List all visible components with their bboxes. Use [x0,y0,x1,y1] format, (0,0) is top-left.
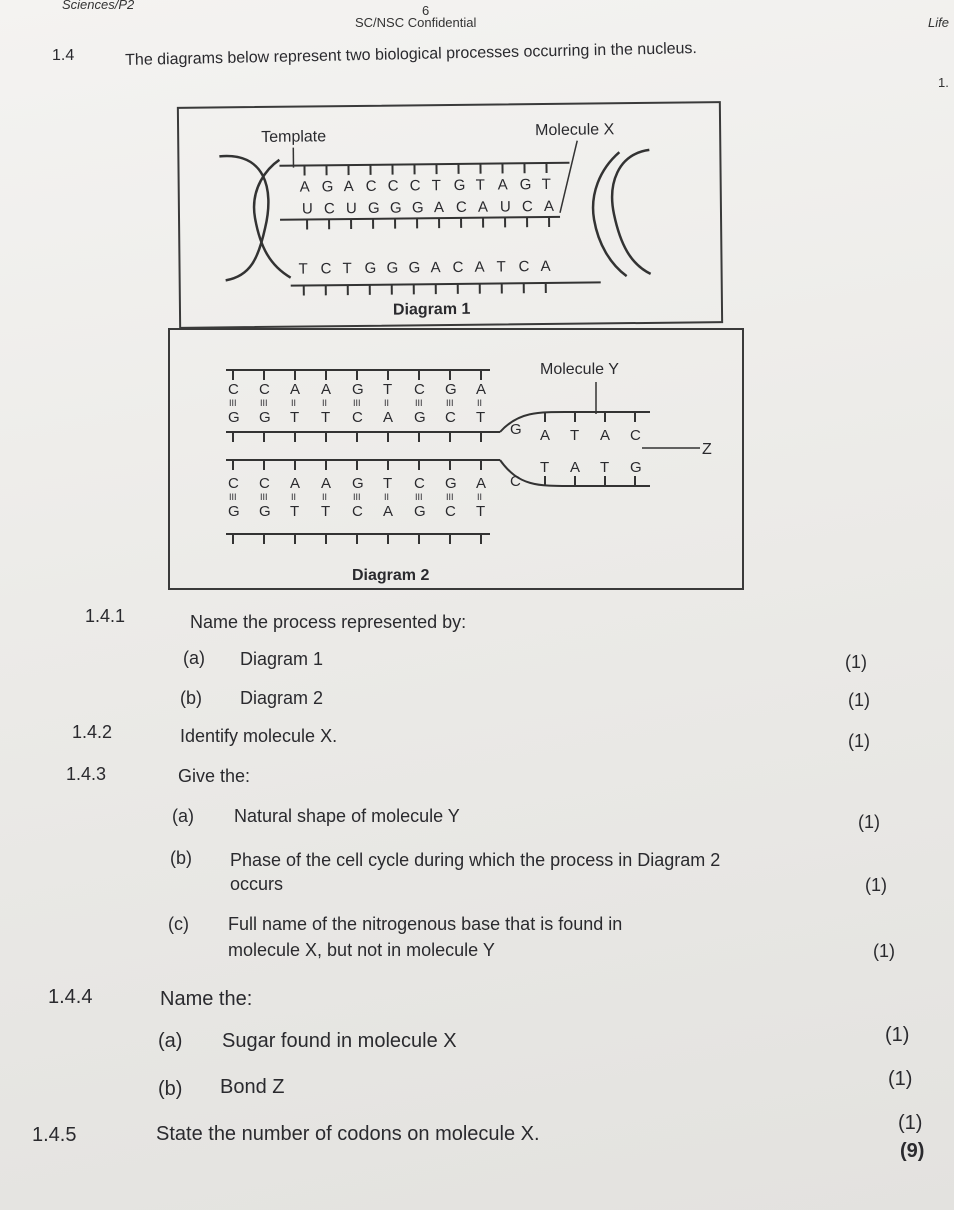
diagram-2-caption: Diagram 2 [352,567,430,584]
mrna-base: C [521,198,533,216]
upper-top-base: C [414,381,425,398]
mrna-base: U [345,199,357,218]
fork-top-base: C [630,427,641,444]
mark-allocation: (1) [888,1068,913,1090]
mrna-base: A [433,199,445,217]
question-text: Phase of the cell cycle during which the process in Diagram 2 [230,850,721,870]
mark-allocation: (1) [865,875,887,895]
bottom-base: C [518,258,530,276]
lower-hbond: II [477,492,483,502]
mark-allocation: (1) [898,1112,923,1134]
bottom-base: T [342,260,352,278]
lower-top-base: A [321,475,332,492]
template-top-base: G [519,176,532,194]
bottom-base: G [364,259,377,277]
template-top-base: C [365,177,377,195]
fork-lower-end-base: C [510,473,521,490]
question-text: Diagram 2 [240,688,324,708]
lower-bottom-base: T [321,503,331,520]
fork-top-base: A [540,427,551,444]
mrna-bases [302,198,554,230]
lower-top-base: C [414,475,425,492]
mrna-base: A [477,198,489,216]
mrna-base: U [499,198,511,216]
bottom-base: G [408,259,421,277]
diagram-1-box [177,101,723,329]
lower-hbond: II [384,492,390,502]
diagram-1-caption: Diagram 1 [392,300,471,319]
fork-upper-end-base: G [510,421,522,438]
upper-hbond: III [353,398,361,408]
fork-top-base: T [570,427,580,444]
lower-hbond: III [260,492,268,502]
header-subject: Sciences/P2 [62,0,135,12]
upper-top-base: G [445,381,457,398]
question-text: Name the: [160,988,253,1010]
upper-top-base: A [321,381,332,398]
lower-hbond: II [291,492,297,502]
lower-hbond: II [322,492,328,502]
question-text: Sugar found in molecule X [222,1030,457,1052]
mrna-base: G [411,199,424,217]
mark-allocation: (1) [845,652,867,672]
bottom-base: A [430,259,441,277]
template-top-base: G [453,176,466,194]
intro-text: The diagrams below represent two biological processes occurring in the nucleus. [125,40,698,69]
upper-top-base: A [290,381,301,398]
top-strand-bases [299,163,550,196]
lower-hbond: III [446,492,454,502]
template-top-base: G [321,178,334,196]
top-strand-backbone [279,163,569,166]
upper-hbond: II [322,398,328,408]
question-text: State the number of codons on molecule X. [156,1123,540,1145]
upper-bottom-base: C [445,409,456,426]
question-number: 1.4.5 [32,1124,77,1146]
fork-new-bases [540,412,642,486]
template-top-base: T [541,175,551,194]
upper-hbond: III [415,398,423,408]
molecule-y-label: Molecule Y [540,361,619,378]
molecule-x-label: Molecule X [535,121,615,140]
bottom-base: C [452,258,464,276]
molecule-x-pointer [559,141,578,213]
upper-top-base: G [352,381,364,398]
lower-bottom-base: A [383,503,394,520]
template-top-base: A [343,178,354,196]
lower-top-base: A [290,475,301,492]
mrna-backbone [280,217,560,220]
question-text: Name the process represented by: [190,612,467,632]
question-text: Give the: [178,766,251,786]
lower-bottom-base: T [290,503,300,520]
template-top-base: C [387,177,399,195]
lower-top-base: G [352,475,364,492]
lower-hbond: III [229,492,237,502]
lower-top-base: C [228,475,239,492]
bottom-base: T [298,260,308,278]
mrna-base: G [367,199,380,217]
mrna-base: A [543,197,555,216]
bottom-base: T [496,258,506,276]
question-text: Identify molecule X. [180,726,338,746]
sub-question-letter: (c) [168,914,189,934]
lower-bottom-base: G [259,503,271,520]
diagram-2-box [168,328,744,590]
question-number: 1.4.4 [48,986,93,1008]
question-number-1-4: 1.4 [52,47,75,64]
question-text: Full name of the nitrogenous base that is found in [228,914,623,934]
right-helix-curve [592,152,626,276]
page-number: 6 [422,3,430,18]
upper-bottom-base: C [352,409,363,426]
question-number: 1.4.3 [66,764,107,784]
question-text: Diagram 1 [240,649,324,669]
mark-allocation: (1) [858,812,880,832]
lower-top-base: C [259,475,270,492]
diagram-1-svg [179,103,721,327]
mrna-base: U [301,200,313,218]
sub-question-letter: (b) [158,1078,183,1100]
template-top-base: T [475,176,485,194]
upper-bottom-base: G [259,409,271,426]
sub-question-letter: (b) [170,848,192,868]
question-1-4-intro [125,39,765,70]
upper-hbond: III [446,398,454,408]
header-right: Life [928,15,949,30]
upper-top-base: A [476,381,487,398]
bottom-strand-backbone [291,282,601,285]
fork-bottom-base: T [600,459,610,476]
confidential-label: SC/NSC Confidential [355,15,477,30]
template-top-base: A [299,178,310,196]
bottom-base: C [320,260,332,278]
upper-hbond: II [477,398,483,408]
mark-allocation: (1) [885,1024,910,1046]
lower-bottom-base: C [445,503,456,520]
mark-allocation: (1) [848,690,870,710]
upper-bottom-base: T [321,409,331,426]
lower-top-base: T [383,475,393,492]
bottom-strand-bases [298,258,550,296]
question-text-continued: molecule X, but not in molecule Y [228,940,495,960]
question-number: 1.4.1 [85,606,126,626]
upper-bottom-base: G [228,409,240,426]
mark-allocation: (1) [848,731,870,751]
upper-bottom-base: T [290,409,300,426]
sub-question-letter: (a) [158,1030,183,1052]
upper-bottom-base: G [414,409,426,426]
template-label: Template [261,128,327,146]
mrna-base: C [323,200,335,218]
question-text: Natural shape of molecule Y [234,806,460,826]
bottom-base: G [386,259,399,277]
template-top-base: A [497,176,508,194]
lower-duplex-bases [228,460,486,544]
bottom-base: A [540,257,551,276]
diagram-2-svg [170,330,742,588]
mrna-base: G [389,199,402,217]
z-label: Z [702,441,712,458]
upper-top-base: C [259,381,270,398]
lower-top-base: G [445,475,457,492]
sub-question-letter: (a) [172,806,194,826]
mark-allocation: (1) [873,941,895,961]
lower-top-base: A [476,475,487,492]
sub-question-letter: (a) [183,648,205,668]
fork-bottom-base: T [540,459,550,476]
upper-hbond: II [291,398,297,408]
margin-fragment: 1. [938,75,949,90]
upper-bottom-base: A [383,409,394,426]
fork-bottom-base: G [630,459,642,476]
upper-hbond: III [229,398,237,408]
right-helix-curve-outer [612,150,651,274]
upper-hbond: II [384,398,390,408]
upper-hbond: III [260,398,268,408]
upper-top-base: T [383,381,393,398]
left-helix-curve [219,156,269,281]
total-marks: (9) [900,1140,925,1162]
fork-top-base: A [600,427,611,444]
sub-question-letter: (b) [180,688,202,708]
question-text: Bond Z [220,1076,285,1098]
question-text-continued: occurs [230,874,284,894]
lower-hbond: III [415,492,423,502]
bottom-base: A [474,258,485,276]
upper-bottom-base: T [476,409,486,426]
lower-bottom-base: G [228,503,240,520]
lower-bottom-base: G [414,503,426,520]
template-top-base: C [409,177,421,195]
question-number: 1.4.2 [72,722,113,742]
template-top-base: T [431,177,441,195]
upper-top-base: C [228,381,239,398]
lower-bottom-base: C [352,503,363,520]
fork-bottom-base: A [570,459,581,476]
lower-bottom-base: T [476,503,486,520]
lower-hbond: III [353,492,361,502]
mrna-base: C [455,198,467,216]
